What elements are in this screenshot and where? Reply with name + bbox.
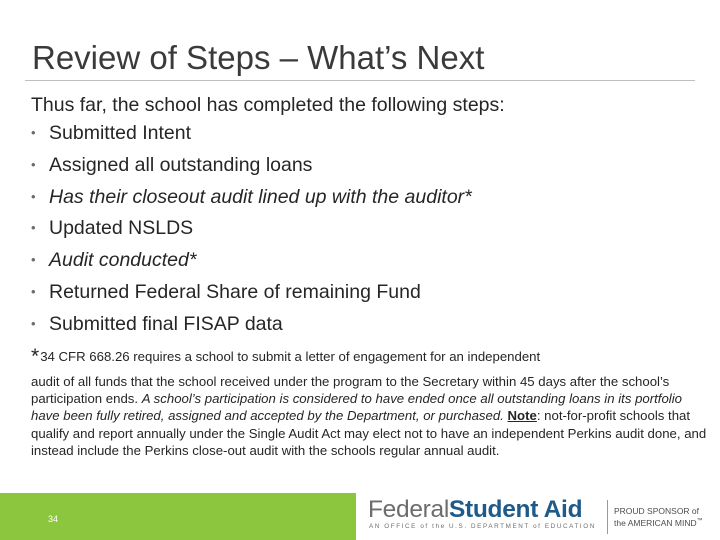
- step-label: Assigned all outstanding loans: [49, 153, 313, 176]
- bullet-icon: •: [31, 315, 36, 331]
- logo-subtitle: AN OFFICE of the U.S. DEPARTMENT of EDUCATION: [369, 523, 596, 530]
- footnote-italic: A school’s participation is considered to have ended once all outstanding loans in its portfolio have been fully retired, assigned and accepted by the Department, or purchased.: [31, 391, 682, 424]
- step-label: Audit conducted*: [49, 249, 197, 272]
- list-item: [31, 150, 691, 182]
- page-number: 34: [48, 514, 59, 524]
- list-item: [31, 245, 691, 277]
- list-item: [31, 277, 691, 309]
- footnote-body: [31, 373, 711, 459]
- step-label: Has their closeout audit lined up with the auditor*: [49, 185, 472, 208]
- step-label: Updated NSLDS: [49, 217, 194, 240]
- logo-federal: Federal: [368, 496, 449, 523]
- bullet-icon: •: [31, 156, 36, 172]
- logo-student-aid: Student Aid: [448, 496, 583, 523]
- logo-wordmark: [368, 496, 582, 524]
- step-label: Submitted final FISAP data: [49, 312, 283, 335]
- list-item: [31, 118, 691, 150]
- list-item: [31, 213, 691, 245]
- bullet-icon: •: [31, 125, 36, 140]
- footnote-note-label: Note: [507, 408, 537, 424]
- bullet-icon: •: [31, 283, 36, 299]
- sponsor-line-1: PROUD SPONSOR of: [614, 506, 700, 516]
- list-item: [31, 182, 691, 214]
- step-label: Returned Federal Share of remaining Fund: [49, 280, 421, 303]
- list-item: [31, 309, 691, 341]
- fsa-logo: [368, 496, 720, 540]
- title-divider: [25, 80, 695, 81]
- bullet-icon: •: [31, 220, 36, 236]
- footnote-asterisk: *: [31, 345, 40, 368]
- slide-title: Review of Steps – What’s Next: [32, 39, 485, 76]
- sponsor-line-2: [614, 518, 703, 528]
- sponsor-line-2-text: the AMERICAN MIND: [614, 518, 697, 528]
- step-label: Submitted Intent: [49, 122, 192, 144]
- steps-list: [31, 118, 691, 341]
- bullet-icon: •: [31, 188, 36, 204]
- footnote-part-1: audit of all funds that the school received under the program to the Secretary within 45 days after the school’s participation ends.: [31, 374, 670, 407]
- intro-text: Thus far, the school has completed the following steps:: [31, 94, 505, 116]
- logo-divider: [607, 500, 608, 534]
- trademark-icon: ™: [696, 518, 703, 525]
- bullet-icon: •: [31, 252, 36, 268]
- footnote-first-line: [31, 345, 711, 369]
- footnote-first-text: 34 CFR 668.26 requires a school to submit a letter of engagement for an independent: [40, 349, 541, 364]
- footnote-part-3: : not-for-profit schools that qualify and report annually under the Single Audit Act may elect not to have an independent Perkins audit done, and instead include the Perkins close-out audit with the schools regular annual audit.: [31, 408, 707, 458]
